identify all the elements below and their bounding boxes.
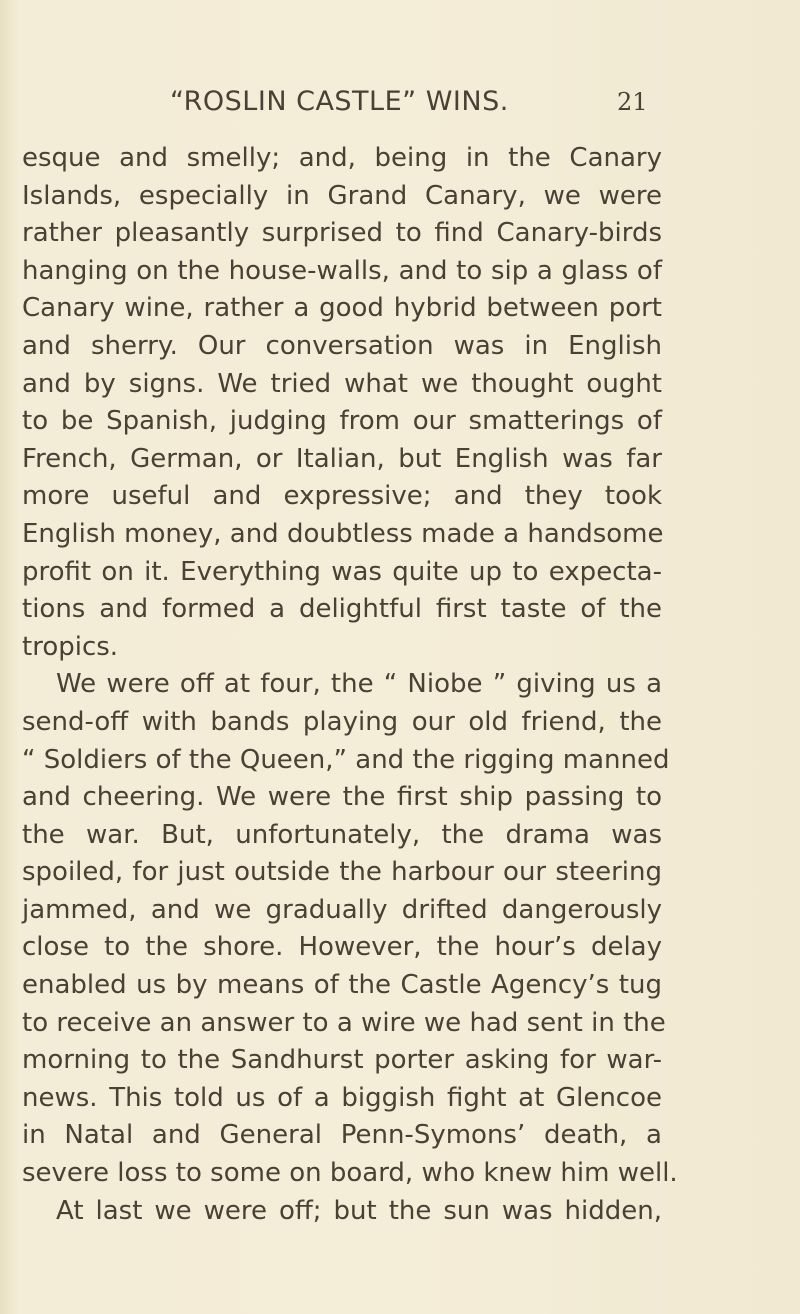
text-line: tions and formed a delightful first taste of the [22, 594, 662, 625]
body-text [22, 140, 678, 1230]
text-line: news. This told us of a biggish fight at Glencoe [22, 1082, 662, 1113]
text-line: spoiled, for just outside the harbour our steering [22, 857, 662, 888]
text-line: more useful and expressive; and they took [22, 481, 662, 512]
text-line: close to the shore. However, the hour’s delay [22, 932, 662, 963]
text-line: to receive an answer to a wire we had sent in the [22, 1007, 666, 1038]
text-line: tropics. [22, 631, 119, 662]
text-line: Islands, especially in Grand Canary, we were [22, 180, 662, 211]
text-line: in Natal and General Penn-Symons’ death, a [22, 1120, 662, 1151]
paragraph-start-line: We were off at four, the “ Niobe ” giving us a [56, 669, 662, 700]
text-line: Canary wine, rather a good hybrid between port [22, 293, 662, 324]
text-line: to be Spanish, judging from our smatterings of [22, 406, 662, 437]
text-line: jammed, and we gradually drifted dangerously [22, 894, 662, 925]
text-line: enabled us by means of the Castle Agency’s tug [22, 970, 662, 1001]
text-line: profit on it. Everything was quite up to expecta- [22, 556, 662, 587]
page-header [0, 86, 800, 126]
text-line: rather pleasantly surprised to find Canary-birds [22, 218, 662, 249]
text-line: severe loss to some on board, who knew him well. [22, 1158, 678, 1189]
text-line: hanging on the house-walls, and to sip a glass of [22, 255, 662, 286]
text-line: esque and smelly; and, being in the Canary [22, 143, 662, 173]
text-line: and cheering. We were the first ship passing to [22, 782, 662, 813]
text-line: morning to the Sandhurst porter asking for war- [22, 1045, 662, 1076]
text-line: and by signs. We tried what we thought ought [22, 368, 662, 399]
paragraph-start-line: At last we were off; but the sun was hidden, [56, 1195, 662, 1226]
text-line: the war. But, unfortunately, the drama was [22, 819, 662, 850]
text-line: French, German, or Italian, but English was far [22, 443, 662, 474]
text-line: and sherry. Our conversation was in English [22, 330, 662, 361]
text-line: send-off with bands playing our old friend, the [22, 706, 662, 737]
text-line: “ Soldiers of the Queen,” and the rigging manned [22, 744, 670, 775]
text-line: English money, and doubtless made a handsome [22, 518, 664, 549]
running-title: “ROSLIN CASTLE” WINS. [170, 86, 509, 117]
page-number: 21 [617, 88, 648, 116]
